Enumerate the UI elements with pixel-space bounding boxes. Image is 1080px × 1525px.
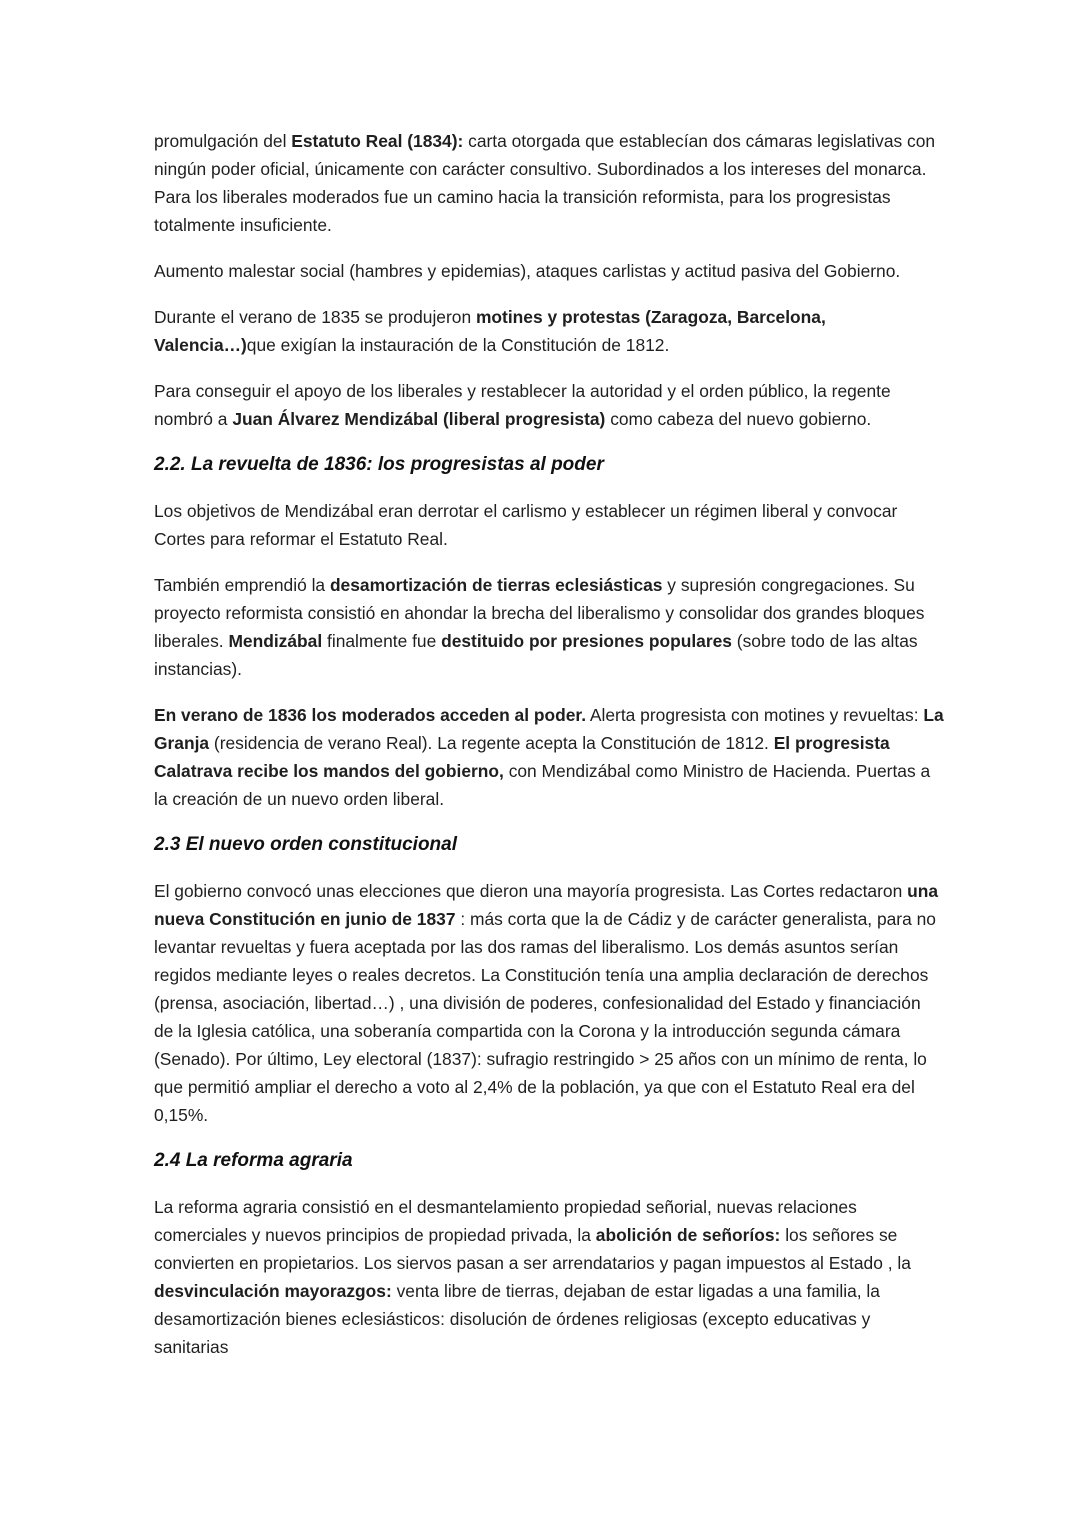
text-run: con Mendizábal como Ministro de Hacienda. Puertas a la creación de un nuevo orden liberal. xyxy=(154,761,931,809)
bold-text: desvinculación mayorazgos: xyxy=(154,1281,392,1301)
section-heading: 2.2. La revuelta de 1836: los progresistas al poder xyxy=(154,454,604,475)
bold-text: Juan Álvarez Mendizábal (liberal progresista) xyxy=(232,409,606,429)
text-run: venta libre de tierras, dejaban de estar ligadas a una familia, la desamortización bienes eclesiásticos: disolución de órdenes religiosas (excepto educativas y sanitarias xyxy=(154,1281,880,1357)
bold-text: abolición de señoríos: xyxy=(595,1225,781,1245)
text-run: promulgación del xyxy=(154,131,292,151)
bold-text: una nueva Constitución en junio de 1837 xyxy=(154,881,938,929)
text-run: (sobre todo de las altas instancias). xyxy=(154,631,918,679)
bold-text: motines y protestas (Zaragoza, Barcelona, Valencia…) xyxy=(154,307,826,355)
text-run: Los objetivos de Mendizábal eran derrotar el carlismo y establecer un régimen liberal y convocar Cortes para reformar el Estatuto Real. xyxy=(154,501,898,549)
text-run: También emprendió la xyxy=(154,575,330,595)
document-page xyxy=(154,127,944,1379)
text-run: Para conseguir el apoyo de los liberales y restablecer la autoridad y el orden público, la regente nombró a xyxy=(154,381,891,429)
text-run: y supresión congregaciones. Su proyecto reformista consistió en ahondar la brecha del liberalismo y consolidar dos grandes bloques liberales. xyxy=(154,575,925,651)
paragraph xyxy=(154,127,944,239)
paragraph xyxy=(154,377,944,433)
paragraph xyxy=(154,701,944,813)
text-run: carta otorgada que establecían dos cámaras legislativas con ningún poder oficial, únicamente con carácter consultivo. Subordinados a los intereses del monarca. Para los liberales moderados fue un camino hacia la transición reformista, para los progresistas totalmente insuficiente. xyxy=(154,131,936,235)
text-run: Aumento malestar social (hambres y epidemias), ataques carlistas y actitud pasiva del Gobierno. xyxy=(154,261,901,281)
bold-text: El progresista Calatrava recibe los mandos del gobierno, xyxy=(154,733,890,781)
text-run: La reforma agraria consistió en el desmantelamiento propiedad señorial, nuevas relaciones comerciales y nuevos principios de propiedad privada, la xyxy=(154,1197,857,1245)
paragraph xyxy=(154,303,944,359)
bold-text: Estatuto Real (1834): xyxy=(291,131,464,151)
text-run: los señores se convierten en propietarios. Los siervos pasan a ser arrendatarios y pagan impuestos al Estado , la xyxy=(154,1225,911,1273)
text-run: Durante el verano de 1835 se produjeron xyxy=(154,307,476,327)
bold-text: En verano de 1836 los moderados acceden al poder. xyxy=(154,705,587,725)
section-heading: 2.3 El nuevo orden constitucional xyxy=(154,834,457,855)
text-run: : más corta que la de Cádiz y de carácter generalista, para no levantar revueltas y fuera aceptada por las dos ramas del liberalismo. Los demás asuntos serían regidos mediante leyes o reales decretos. La Constitución tenía una amplia declaración de derechos (prensa, asociación, libertad…) , una división de poderes, confesionalidad del Estado y financiación de la Iglesia católica, una soberanía compartida con la Corona y la introducción segunda cámara (Senado). Por último, Ley electoral (1837): sufragio restringido > 25 años con un mínimo de renta, lo que permitió ampliar el derecho a voto al 2,4% de la población, ya que con el Estatuto Real era del 0,15%. xyxy=(154,909,936,1125)
bold-text: Mendizábal xyxy=(228,631,323,651)
bold-text: destituido por presiones populares xyxy=(441,631,732,651)
bold-text: desamortización de tierras eclesiásticas xyxy=(329,575,663,595)
bold-text: La Granja xyxy=(154,705,944,753)
paragraph xyxy=(154,257,944,285)
text-run: Alerta progresista con motines y revueltas: xyxy=(586,705,924,725)
paragraph xyxy=(154,497,944,553)
section-heading: 2.4 La reforma agraria xyxy=(154,1150,353,1171)
paragraph xyxy=(154,877,944,1129)
text-run: El gobierno convocó unas elecciones que dieron una mayoría progresista. Las Cortes redactaron xyxy=(154,881,908,901)
paragraph xyxy=(154,1193,944,1361)
text-run: finalmente fue xyxy=(322,631,442,651)
text-run: (residencia de verano Real). La regente acepta la Constitución de 1812. xyxy=(209,733,774,753)
paragraph xyxy=(154,571,944,683)
text-run: que exigían la instauración de la Constitución de 1812. xyxy=(246,335,670,355)
text-run: como cabeza del nuevo gobierno. xyxy=(605,409,872,429)
